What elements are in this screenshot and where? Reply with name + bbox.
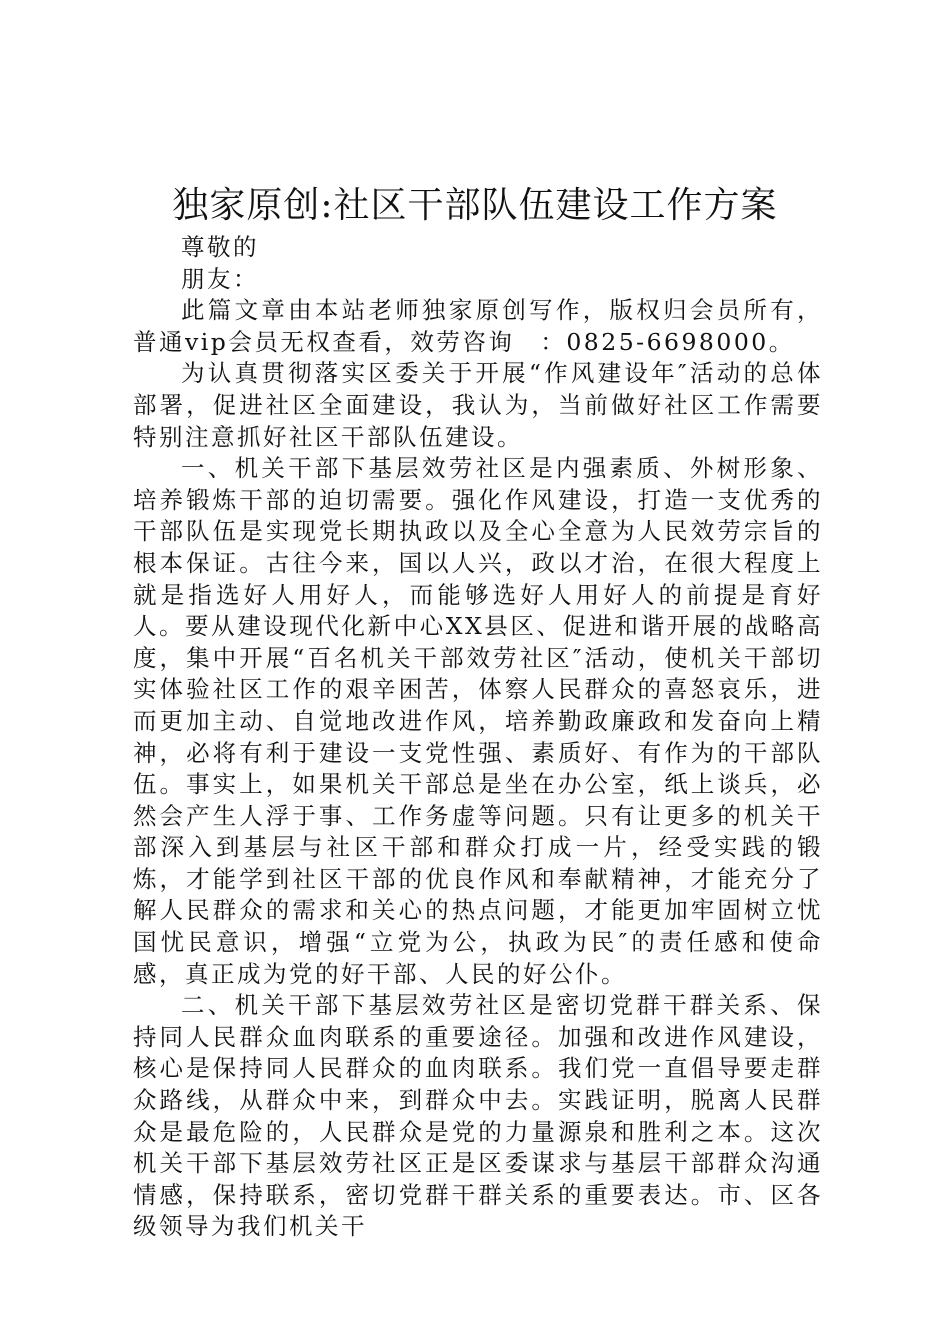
paragraph-section-one: 一、机关干部下基层效劳社区是内强素质、外树形象、培养锻炼干部的迫切需要。强化作风建设，打造一支优秀的干部队伍是实现党长期执政以及全心全意为人民效劳宗旨的根本保证。古往今来，国以人兴，政以才治，在很大程度上就是指选好人用好人，而能够选好人用好人的前提是育好人。要从建设现代化新中心XX县区、促进和谐开展的战略高度，集中开展“百名机关干部效劳社区″活动，使机关干部切实体验社区工作的艰辛困苦，体察人民群众的喜怒哀乐，进而更加主动、自觉地改进作风，培养勤政廉政和发奋向上精神，必将有利于建设一支党性强、素质好、有作为的干部队伍。事实上，如果机关干部总是坐在办公室，纸上谈兵，必然会产生人浮于事、工作务虚等问题。只有让更多的机关干部深入到基层与社区干部和群众打成一片，经受实践的锻炼，才能学到社区干部的优良作风和奉献精神，才能充分了解人民群众的需求和关心的热点问题，才能更加牢固树立忧国忧民意识，增强“立党为公，执政为民″的责任感和使命感，真正成为党的好干部、人民的好公仆。 xyxy=(133,454,823,988)
greeting-line-2: 朋友： xyxy=(181,264,259,293)
paragraph-section-two: 二、机关干部下基层效劳社区是密切党群干群关系、保持同人民群众血肉联系的重要途径。加强和改进作风建设，核心是保持同人民群众的血肉联系。我们党一直倡导要走群众路线，从群众中来，到群众中去。实践证明，脱离人民群众是最危险的，人民群众是党的力量源泉和胜利之本。这次机关干部下基层效劳社区正是区委谋求与基层干部群众沟通情感，保持联系，密切党群干群关系的重要表达。市、区各级领导为我们机关干 xyxy=(133,991,823,1241)
paragraph-intro: 为认真贯彻落实区委关于开展“作风建设年″活动的总体部署，促进社区全面建设，我认为，当前做好社区工作需要特别注意抓好社区干部队伍建设。 xyxy=(133,359,823,451)
paragraph-copyright-notice: 此篇文章由本站老师独家原创写作，版权归会员所有，普通vip会员无权查看，效劳咨询 ：0825-6698000。 xyxy=(133,296,823,356)
greeting-line-1: 尊敬的 xyxy=(181,233,259,261)
document-title: 独家原创:社区干部队伍建设工作方案 xyxy=(172,185,778,226)
document-body xyxy=(133,232,823,1243)
